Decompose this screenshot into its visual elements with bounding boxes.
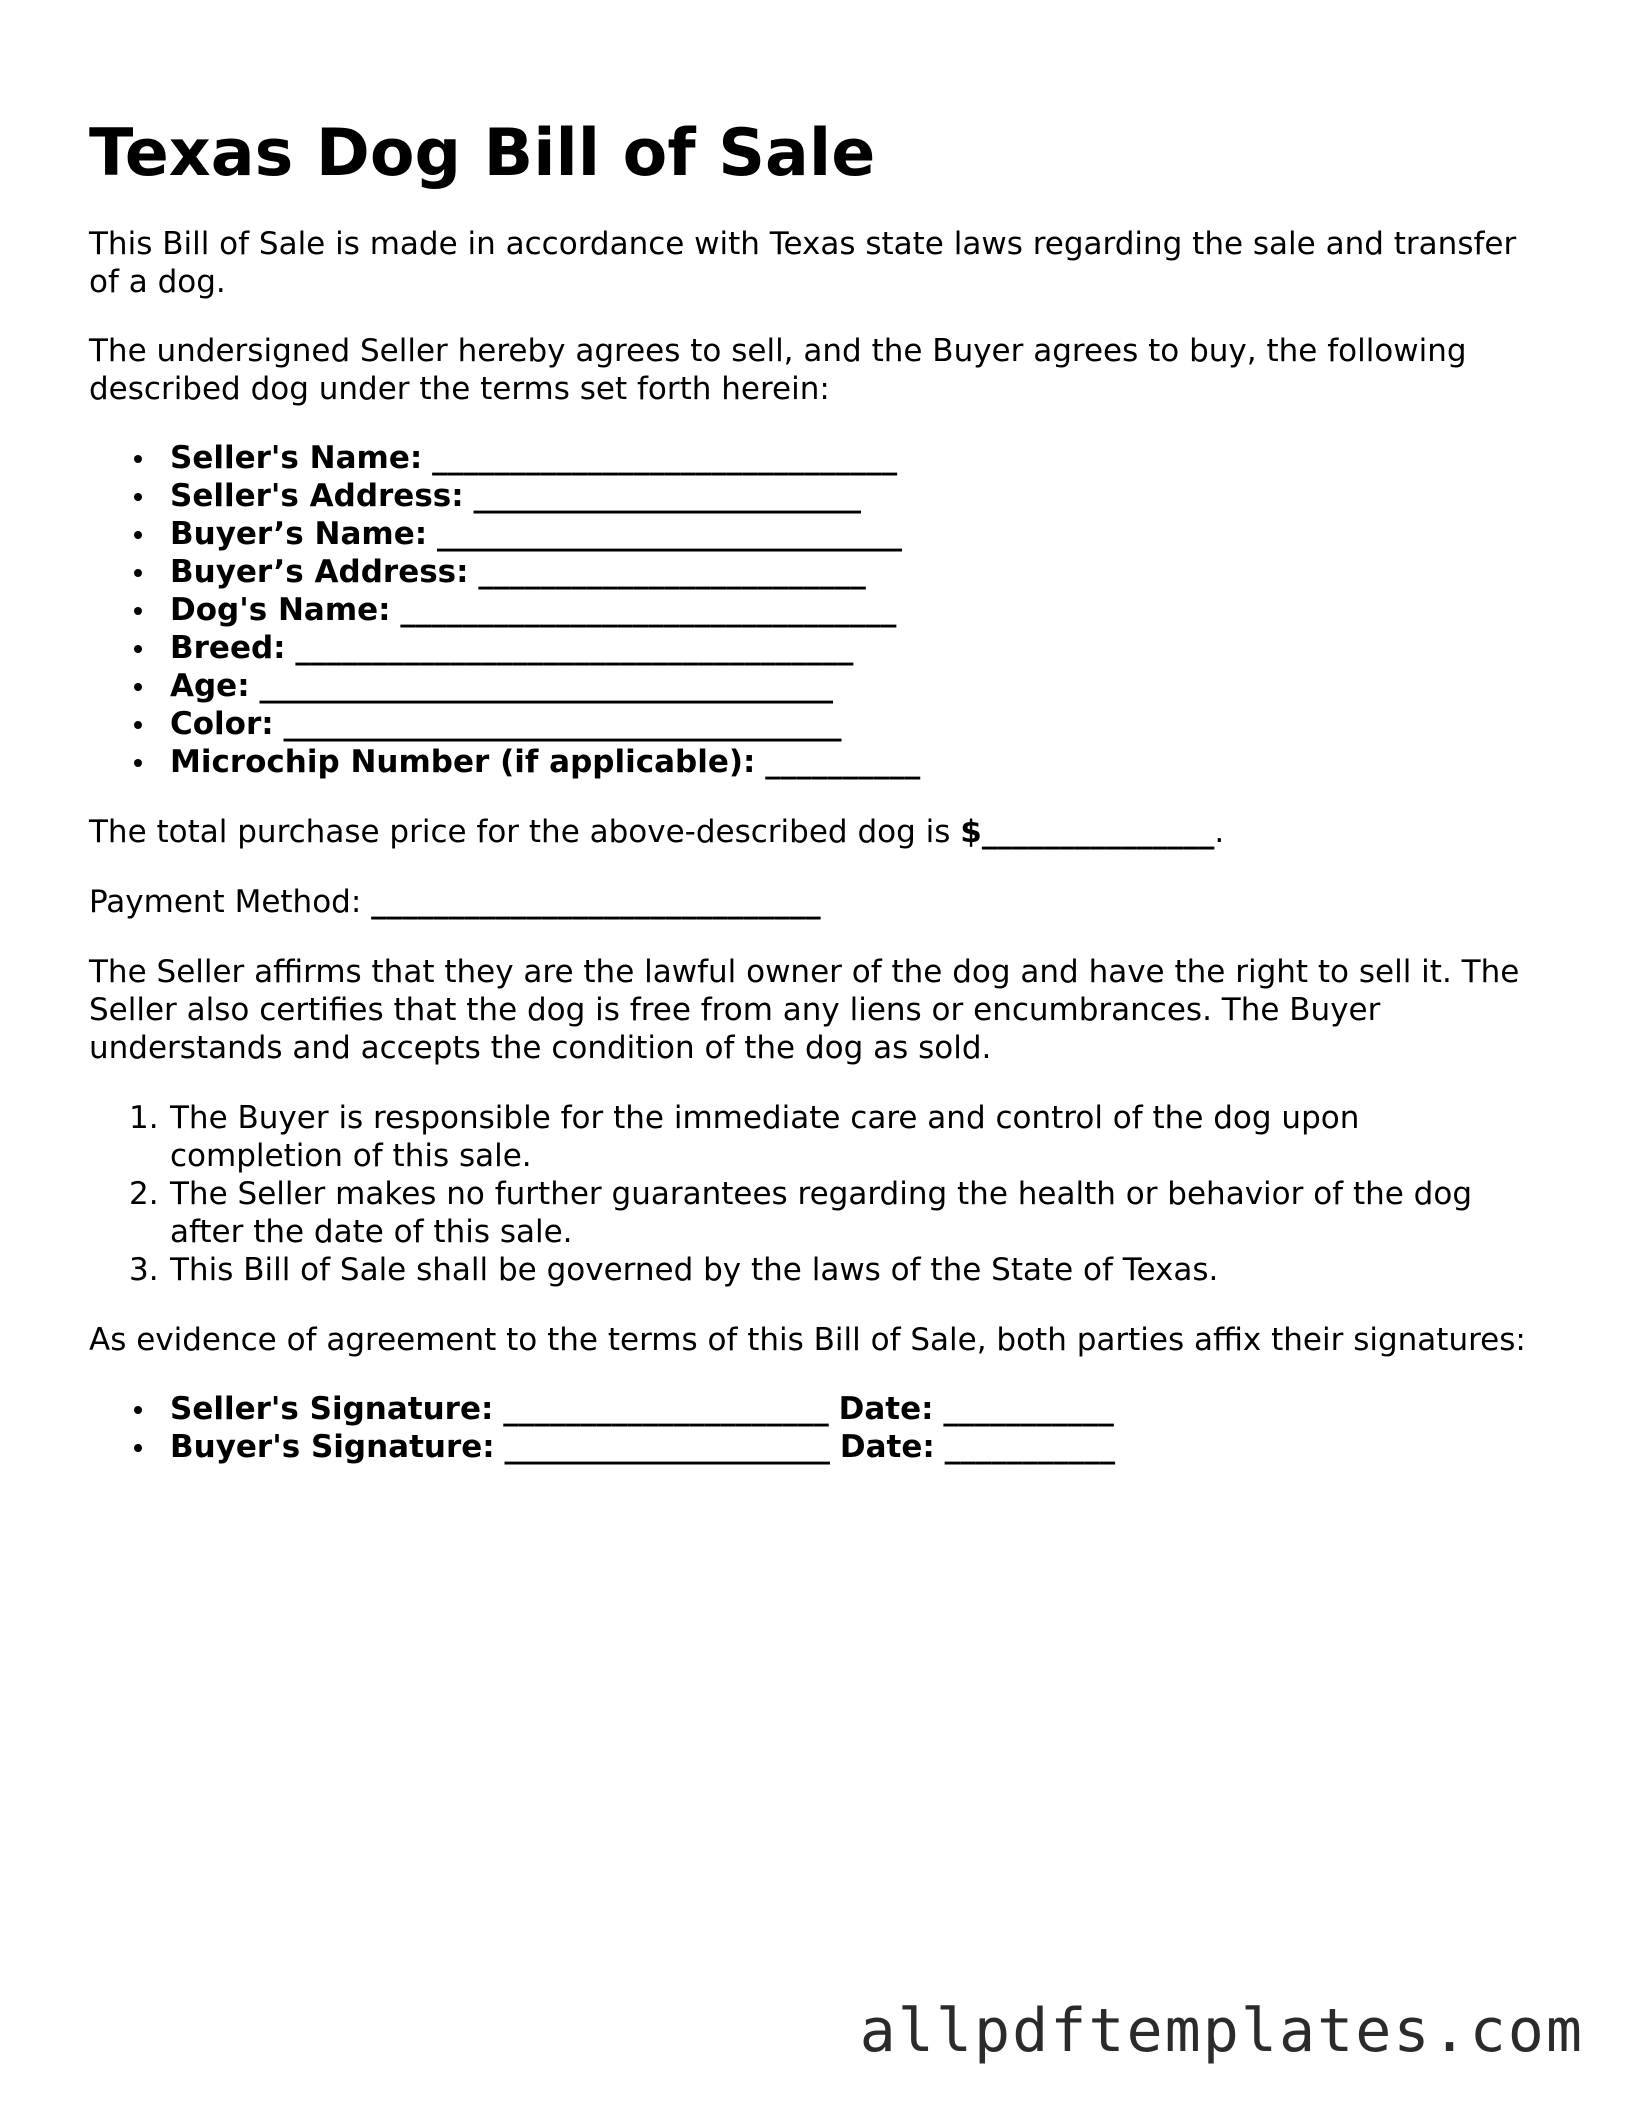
- term-number: 1.: [129, 1100, 159, 1136]
- list-item: [89, 1099, 1529, 1175]
- dog-name-blank[interactable]: ________________________________: [400, 592, 897, 628]
- field-label-color: Color:: [170, 706, 274, 742]
- field-label-buyer-address: Buyer’s Address:: [170, 554, 469, 590]
- field-label-breed: Breed:: [170, 630, 286, 666]
- payment-method-blank[interactable]: _____________________________: [371, 884, 821, 920]
- buyer-signature-blank[interactable]: _____________________: [504, 1429, 831, 1465]
- buyer-date-blank[interactable]: ___________: [944, 1429, 1116, 1465]
- term-number: 3.: [129, 1252, 159, 1288]
- field-label-seller-address: Seller's Address:: [170, 478, 464, 514]
- field-label-seller-name: Seller's Name:: [170, 440, 423, 476]
- page-title: Texas Dog Bill of Sale: [89, 116, 876, 191]
- age-blank[interactable]: _____________________________________: [259, 668, 833, 704]
- terms-list: [89, 1099, 1529, 1289]
- price-text: The total purchase price for the above-described dog is: [89, 814, 961, 850]
- list-item: [89, 515, 1529, 553]
- price-amount-blank[interactable]: $_______________: [960, 814, 1215, 850]
- seller-signature-blank[interactable]: _____________________: [503, 1391, 829, 1427]
- list-item: [89, 553, 1529, 591]
- agreement-paragraph: The undersigned Seller hereby agrees to sell, and the Buyer agrees to buy, the following described dog under the terms set forth herein:: [89, 333, 1467, 407]
- buyer-address-blank[interactable]: _________________________: [478, 554, 866, 590]
- list-item: [89, 1175, 1529, 1251]
- term-number: 2.: [129, 1176, 159, 1212]
- term-text: The Seller makes no further guarantees regarding the health or behavior of the dog after the date of this sale.: [170, 1176, 1472, 1250]
- price-end: .: [1214, 814, 1225, 850]
- seller-signature-label: Seller's Signature:: [170, 1391, 494, 1427]
- seller-address-blank[interactable]: _________________________: [473, 478, 861, 514]
- buyer-signature-label: Buyer's Signature:: [170, 1429, 495, 1465]
- list-item: [89, 477, 1529, 515]
- seller-name-blank[interactable]: ______________________________: [432, 440, 898, 476]
- list-item: [89, 667, 1529, 705]
- payment-label: Payment Method:: [89, 884, 372, 920]
- seller-date-label: Date:: [838, 1391, 934, 1427]
- term-text: This Bill of Sale shall be governed by the laws of the State of Texas.: [170, 1252, 1219, 1288]
- list-item: [89, 629, 1529, 667]
- dog-details-list: [89, 439, 1529, 781]
- list-item: [89, 1428, 1529, 1466]
- intro-paragraph: This Bill of Sale is made in accordance with Texas state laws regarding the sale and transfer of a dog.: [89, 226, 1517, 300]
- buyer-name-blank[interactable]: ______________________________: [437, 516, 902, 552]
- payment-paragraph: [89, 883, 1529, 921]
- field-label-microchip: Microchip Number (if applicable):: [170, 744, 756, 780]
- list-item: [89, 743, 1529, 781]
- signatures-list: [89, 1390, 1529, 1466]
- watermark: allpdftemplates.com: [859, 1996, 1584, 2066]
- field-label-buyer-name: Buyer’s Name:: [170, 516, 428, 552]
- list-item: [89, 705, 1529, 743]
- field-label-age: Age:: [170, 668, 250, 704]
- list-item: [89, 439, 1529, 477]
- list-item: [89, 591, 1529, 629]
- evidence-paragraph: As evidence of agreement to the terms of this Bill of Sale, both parties affix their signatures:: [89, 1322, 1526, 1358]
- list-item: [89, 1390, 1529, 1428]
- breed-blank[interactable]: ____________________________________: [295, 630, 854, 666]
- microchip-blank[interactable]: __________: [765, 744, 921, 780]
- color-blank[interactable]: ____________________________________: [283, 706, 842, 742]
- buyer-date-label: Date:: [839, 1429, 935, 1465]
- bill-of-sale-document: [89, 112, 1529, 1466]
- term-text: The Buyer is responsible for the immediate care and control of the dog upon completion of this sale.: [170, 1100, 1360, 1174]
- field-label-dog-name: Dog's Name:: [170, 592, 391, 628]
- price-paragraph: [89, 813, 1529, 851]
- affirmation-paragraph: The Seller affirms that they are the lawful owner of the dog and have the right to sell it. The Seller also certifies that the dog is free from any liens or encumbrances. The Buyer understands and accepts the condition of the dog as sold.: [89, 954, 1520, 1066]
- list-item: [89, 1251, 1529, 1289]
- seller-date-blank[interactable]: ___________: [943, 1391, 1114, 1427]
